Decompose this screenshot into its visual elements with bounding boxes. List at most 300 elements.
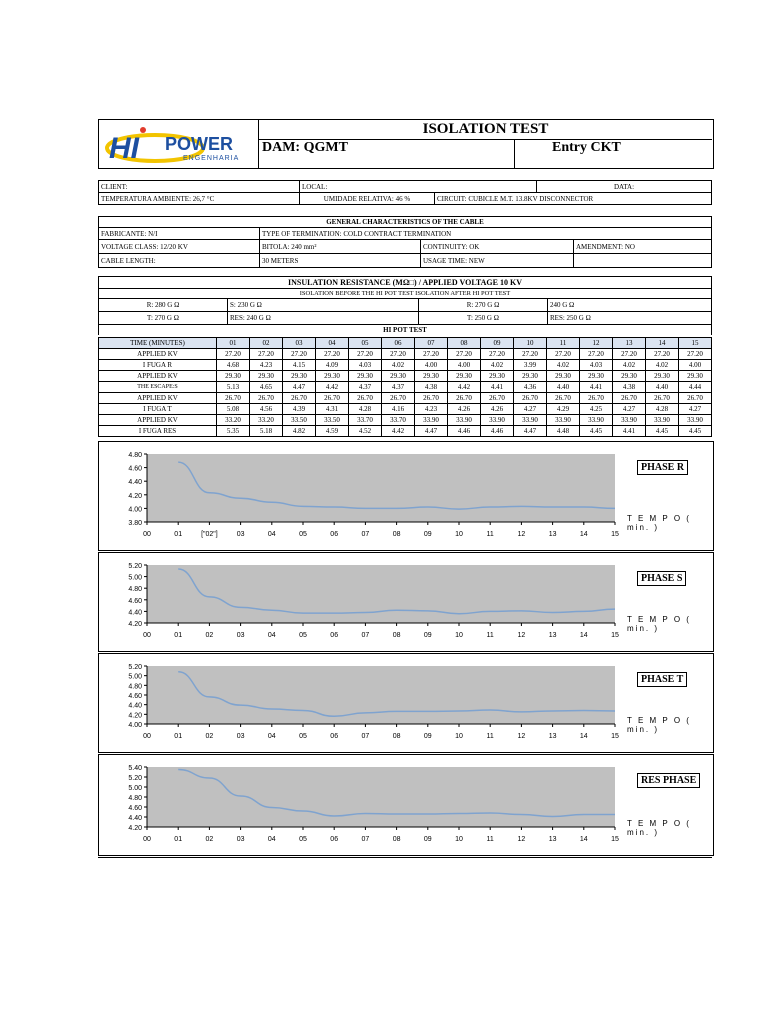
table-cell: 4.45 bbox=[646, 426, 679, 437]
table-cell: 27.20 bbox=[679, 349, 712, 360]
x-tick-label: 11 bbox=[486, 531, 494, 538]
x-tick-label: 13 bbox=[548, 836, 557, 843]
x-tick-label: 08 bbox=[392, 632, 401, 639]
table-cell: 4.31 bbox=[316, 404, 349, 415]
table-cell: 26.70 bbox=[283, 393, 316, 404]
minute-header: 03 bbox=[283, 338, 316, 349]
table-cell: 4.45 bbox=[580, 426, 613, 437]
table-cell: 33.90 bbox=[646, 415, 679, 426]
table-cell: 26.70 bbox=[349, 393, 382, 404]
y-tick-label: 4.80 bbox=[128, 795, 142, 802]
chart-panel bbox=[98, 441, 714, 551]
x-tick-label: 04 bbox=[267, 836, 276, 843]
y-tick-label: 4.00 bbox=[128, 722, 142, 729]
table-row bbox=[99, 349, 712, 360]
table-cell: 26.70 bbox=[514, 393, 547, 404]
x-tick-label: 10 bbox=[455, 836, 463, 843]
table-row bbox=[99, 382, 712, 393]
table-cell: 27.20 bbox=[415, 349, 448, 360]
x-tick-label: 13 bbox=[548, 733, 557, 740]
minute-header: 09 bbox=[481, 338, 514, 349]
x-tick-label: 15 bbox=[611, 632, 619, 639]
x-tick-label: 07 bbox=[361, 632, 370, 639]
table-cell: 4.41 bbox=[481, 382, 514, 393]
bottom-rule bbox=[98, 857, 712, 858]
x-tick-label: 12 bbox=[517, 733, 526, 740]
x-tick-label: 02 bbox=[205, 836, 214, 843]
table-cell: 4.45 bbox=[679, 426, 712, 437]
res-after-cell: RES: 250 G Ω bbox=[548, 312, 712, 325]
table-cell: 29.30 bbox=[580, 371, 613, 382]
table-cell: 4.44 bbox=[679, 382, 712, 393]
circuit-cell: CIRCUIT: CUBICLE M.T. 13.8KV DISCONNECTOR bbox=[435, 193, 712, 205]
amendment-cell: AMENDMENT: NO bbox=[574, 240, 712, 254]
table-cell: 4.00 bbox=[415, 360, 448, 371]
table-cell: 4.27 bbox=[514, 404, 547, 415]
x-axis-label: T E M P O ( min. ) bbox=[627, 819, 691, 837]
continuity-cell: CONTINUITY: OK bbox=[421, 240, 574, 254]
table-cell: 4.47 bbox=[283, 382, 316, 393]
table-cell: 33.90 bbox=[448, 415, 481, 426]
table-cell: 29.30 bbox=[448, 371, 481, 382]
table-cell: 4.27 bbox=[613, 404, 646, 415]
table-cell: 4.48 bbox=[547, 426, 580, 437]
y-tick-label: 5.00 bbox=[128, 673, 142, 681]
table-cell: 4.37 bbox=[349, 382, 382, 393]
table-cell: 5.13 bbox=[217, 382, 250, 393]
t-after-cell: T: 250 G Ω bbox=[419, 312, 548, 325]
cable-title: GENERAL CHARACTERISTICS OF THE CABLE bbox=[99, 217, 712, 228]
x-tick-label: 04 bbox=[267, 531, 276, 538]
x-tick-label: 00 bbox=[143, 836, 151, 843]
x-tick-label: 00 bbox=[143, 632, 151, 639]
y-tick-label: 5.00 bbox=[128, 574, 142, 582]
chart-panel bbox=[98, 754, 714, 856]
phase-label: PHASE T bbox=[637, 672, 687, 687]
chart-panel bbox=[98, 552, 714, 652]
table-cell: 26.70 bbox=[646, 393, 679, 404]
y-tick-label: 4.80 bbox=[128, 683, 142, 691]
x-tick-label: 06 bbox=[330, 733, 339, 740]
x-tick-label: 06 bbox=[330, 632, 339, 639]
row-label: APPLIED KV bbox=[99, 393, 217, 404]
minute-header: 11 bbox=[547, 338, 580, 349]
y-tick-label: 4.60 bbox=[128, 805, 142, 812]
logo-power: POWER bbox=[165, 134, 234, 154]
table-cell: 26.70 bbox=[547, 393, 580, 404]
x-tick-label: 05 bbox=[299, 632, 307, 639]
table-row bbox=[99, 371, 712, 382]
y-tick-label: 5.00 bbox=[128, 785, 142, 792]
table-cell: 27.20 bbox=[580, 349, 613, 360]
table-cell: 5.35 bbox=[217, 426, 250, 437]
table-cell: 27.20 bbox=[382, 349, 415, 360]
table-cell: 26.70 bbox=[415, 393, 448, 404]
minute-header: 15 bbox=[679, 338, 712, 349]
table-cell: 26.70 bbox=[679, 393, 712, 404]
line-chart bbox=[99, 553, 713, 651]
x-axis-label: T E M P O ( min. ) bbox=[627, 615, 691, 633]
table-cell: 33.90 bbox=[679, 415, 712, 426]
table-cell: 26.70 bbox=[217, 393, 250, 404]
x-tick-label: 09 bbox=[423, 836, 432, 843]
x-tick-label: 00 bbox=[143, 733, 151, 740]
x-tick-label: 01 bbox=[174, 632, 183, 639]
y-tick-label: 4.20 bbox=[128, 621, 142, 628]
table-cell: 27.20 bbox=[250, 349, 283, 360]
table-row bbox=[99, 404, 712, 415]
page-title: ISOLATION TEST bbox=[422, 121, 549, 137]
x-tick-label: 06 bbox=[330, 531, 339, 538]
table-cell: 4.03 bbox=[580, 360, 613, 371]
x-tick-label: 10 bbox=[455, 733, 463, 740]
x-axis-label: T E M P O ( min. ) bbox=[627, 514, 691, 532]
x-tick-label: 14 bbox=[579, 733, 588, 740]
x-tick-label: 05 bbox=[299, 733, 307, 740]
table-cell: 4.42 bbox=[316, 382, 349, 393]
minute-header: 04 bbox=[316, 338, 349, 349]
y-tick-label: 4.80 bbox=[128, 586, 142, 594]
row-label: APPLIED KV bbox=[99, 371, 217, 382]
table-cell: 27.20 bbox=[481, 349, 514, 360]
x-tick-label: 01 bbox=[174, 836, 183, 843]
plot-area bbox=[147, 666, 615, 724]
table-cell: 4.41 bbox=[580, 382, 613, 393]
chart-panel bbox=[98, 653, 714, 753]
table-cell: 27.20 bbox=[349, 349, 382, 360]
table-cell: 4.37 bbox=[382, 382, 415, 393]
table-cell: 27.20 bbox=[316, 349, 349, 360]
phase-label: PHASE S bbox=[637, 571, 686, 586]
hipot-table bbox=[98, 337, 712, 437]
table-cell: 4.16 bbox=[382, 404, 415, 415]
minute-header: 12 bbox=[580, 338, 613, 349]
y-tick-label: 4.00 bbox=[128, 506, 142, 514]
x-tick-label: 05 bbox=[299, 836, 307, 843]
data-label: DATA: bbox=[613, 182, 635, 191]
table-cell: 27.20 bbox=[283, 349, 316, 360]
table-cell: 29.30 bbox=[382, 371, 415, 382]
y-tick-label: 5.20 bbox=[128, 775, 142, 782]
table-row bbox=[99, 393, 712, 404]
r-before-cell: R: 280 G Ω bbox=[99, 299, 228, 312]
table-cell: 4.28 bbox=[646, 404, 679, 415]
voltage-class-cell: VOLTAGE CLASS: 12/20 KV bbox=[99, 240, 260, 254]
x-tick-label: 08 bbox=[392, 836, 401, 843]
x-tick-label: 01 bbox=[174, 733, 183, 740]
x-tick-label: 13 bbox=[548, 531, 557, 538]
table-cell: 4.38 bbox=[613, 382, 646, 393]
table-cell: 3.99 bbox=[514, 360, 547, 371]
minute-header: 13 bbox=[613, 338, 646, 349]
x-tick-label: 15 bbox=[611, 733, 619, 740]
hipot-title: HI POT TEST bbox=[99, 325, 712, 335]
table-cell: 29.30 bbox=[481, 371, 514, 382]
t-before-cell: T: 270 G Ω bbox=[99, 312, 228, 325]
temp-cell: TEMPERATURA AMBIENTE: 26,7 °C bbox=[99, 193, 300, 205]
fabricante-cell: FABRICANTE: N/I bbox=[99, 228, 260, 240]
table-cell: 4.40 bbox=[646, 382, 679, 393]
table-cell: 4.15 bbox=[283, 360, 316, 371]
y-tick-label: 3.80 bbox=[128, 520, 142, 527]
table-cell: 29.30 bbox=[415, 371, 448, 382]
insulation-subtitle: ISOLATION BEFORE THE HI POT TEST ISOLATION AFTER HI POT TEST bbox=[99, 289, 712, 299]
info-table bbox=[98, 180, 712, 205]
x-tick-label: 09 bbox=[423, 531, 432, 538]
x-tick-label: 11 bbox=[486, 632, 494, 639]
s-after-cell: 240 G Ω bbox=[548, 299, 712, 312]
minute-header: 02 bbox=[250, 338, 283, 349]
table-cell: 4.40 bbox=[547, 382, 580, 393]
table-cell: 33.90 bbox=[481, 415, 514, 426]
table-cell: 33.20 bbox=[217, 415, 250, 426]
x-tick-label: 07 bbox=[361, 733, 370, 740]
x-tick-label: 14 bbox=[579, 531, 588, 538]
table-cell: 4.26 bbox=[448, 404, 481, 415]
table-cell: 4.28 bbox=[349, 404, 382, 415]
y-tick-label: 4.20 bbox=[128, 492, 142, 500]
res-before-cell: RES: 240 G Ω bbox=[228, 312, 419, 325]
umidade-cell: UMIDADE RELATIVA: 46 % bbox=[300, 193, 435, 205]
x-axis-label: T E M P O ( min. ) bbox=[627, 716, 691, 734]
termination-cell: TYPE OF TERMINATION: COLD CONTRACT TERMINATION bbox=[260, 228, 712, 240]
x-tick-label: 08 bbox=[392, 733, 401, 740]
y-tick-label: 4.40 bbox=[128, 815, 142, 822]
bitola-cell: BITOLA: 240 mm² bbox=[260, 240, 421, 254]
y-tick-label: 4.40 bbox=[128, 702, 142, 710]
x-tick-label: 09 bbox=[423, 632, 432, 639]
minute-header: 08 bbox=[448, 338, 481, 349]
table-cell: 4.59 bbox=[316, 426, 349, 437]
table-cell: 29.30 bbox=[217, 371, 250, 382]
x-tick-label: 05 bbox=[299, 531, 307, 538]
plot-area bbox=[147, 565, 615, 623]
y-tick-label: 4.60 bbox=[128, 597, 142, 605]
table-cell: 4.02 bbox=[613, 360, 646, 371]
phase-label: RES PHASE bbox=[637, 773, 700, 788]
table-cell: 4.00 bbox=[448, 360, 481, 371]
r-after-cell: R: 270 G Ω bbox=[419, 299, 548, 312]
x-tick-label: 14 bbox=[579, 836, 588, 843]
phase-label: PHASE R bbox=[637, 460, 688, 475]
x-tick-label: 02 bbox=[205, 632, 214, 639]
line-chart bbox=[99, 442, 713, 550]
usage-cell: USAGE TIME: NEW bbox=[421, 254, 574, 268]
cable-table bbox=[98, 216, 712, 268]
table-cell: 26.70 bbox=[250, 393, 283, 404]
table-cell: 4.36 bbox=[514, 382, 547, 393]
x-tick-label: 08 bbox=[392, 531, 401, 538]
y-tick-label: 4.60 bbox=[128, 693, 142, 700]
x-tick-label: 11 bbox=[486, 836, 494, 843]
table-cell: 4.23 bbox=[250, 360, 283, 371]
table-cell: 4.02 bbox=[481, 360, 514, 371]
row-label: I FUGA RES bbox=[99, 426, 217, 437]
insulation-title: INSULATION RESISTANCE (MΩ□) / APPLIED VOLTAGE 10 KV bbox=[99, 277, 712, 289]
x-tick-label: 06 bbox=[330, 836, 339, 843]
minute-header: 07 bbox=[415, 338, 448, 349]
table-cell: 33.50 bbox=[283, 415, 316, 426]
table-cell: 27.20 bbox=[613, 349, 646, 360]
y-tick-label: 4.60 bbox=[128, 465, 142, 473]
table-cell: 5.18 bbox=[250, 426, 283, 437]
company-logo bbox=[103, 122, 253, 166]
data-cell bbox=[537, 181, 712, 193]
table-cell: 4.46 bbox=[481, 426, 514, 437]
table-cell: 33.50 bbox=[316, 415, 349, 426]
table-cell: 26.70 bbox=[481, 393, 514, 404]
x-tick-label: ["02"] bbox=[201, 531, 218, 538]
insulation-table bbox=[98, 276, 712, 335]
y-tick-label: 5.20 bbox=[128, 664, 142, 671]
table-cell: 4.26 bbox=[481, 404, 514, 415]
table-cell: 4.47 bbox=[514, 426, 547, 437]
table-cell: 4.23 bbox=[415, 404, 448, 415]
table-cell: 27.20 bbox=[646, 349, 679, 360]
table-row bbox=[99, 360, 712, 371]
table-cell: 27.20 bbox=[547, 349, 580, 360]
logo-sub: ENGENHARIA bbox=[183, 155, 240, 162]
x-tick-label: 10 bbox=[455, 531, 463, 538]
y-tick-label: 4.20 bbox=[128, 825, 142, 832]
s-before-cell: S: 230 G Ω bbox=[228, 299, 419, 312]
table-cell: 26.70 bbox=[448, 393, 481, 404]
table-cell: 26.70 bbox=[580, 393, 613, 404]
table-cell: 4.02 bbox=[646, 360, 679, 371]
y-tick-label: 5.40 bbox=[128, 765, 142, 772]
time-label-cell: TIME (MINUTES) bbox=[99, 338, 217, 349]
table-cell: 4.39 bbox=[283, 404, 316, 415]
empty-cell bbox=[574, 254, 712, 268]
table-cell: 4.02 bbox=[382, 360, 415, 371]
table-row bbox=[99, 415, 712, 426]
table-row bbox=[99, 426, 712, 437]
table-cell: 4.29 bbox=[547, 404, 580, 415]
table-cell: 4.38 bbox=[415, 382, 448, 393]
length-label-cell: CABLE LENGTH: bbox=[99, 254, 260, 268]
minute-header: 06 bbox=[382, 338, 415, 349]
x-tick-label: 12 bbox=[517, 632, 526, 639]
dam-divider bbox=[514, 139, 515, 168]
table-cell: 29.30 bbox=[514, 371, 547, 382]
dam-label: DAM: QGMT bbox=[262, 140, 348, 155]
client-cell: CLIENT: bbox=[99, 181, 300, 193]
minute-header: 01 bbox=[217, 338, 250, 349]
table-cell: 4.02 bbox=[547, 360, 580, 371]
y-tick-label: 4.40 bbox=[128, 609, 142, 617]
table-cell: 27.20 bbox=[514, 349, 547, 360]
plot-area bbox=[147, 454, 615, 522]
table-cell: 29.30 bbox=[349, 371, 382, 382]
x-tick-label: 12 bbox=[517, 836, 526, 843]
table-cell: 33.70 bbox=[349, 415, 382, 426]
table-cell: 33.90 bbox=[514, 415, 547, 426]
minute-header: 05 bbox=[349, 338, 382, 349]
table-cell: 4.65 bbox=[250, 382, 283, 393]
table-cell: 4.41 bbox=[613, 426, 646, 437]
table-cell: 29.30 bbox=[316, 371, 349, 382]
table-cell: 4.52 bbox=[349, 426, 382, 437]
table-cell: 29.30 bbox=[679, 371, 712, 382]
row-label: APPLIED KV bbox=[99, 415, 217, 426]
y-tick-label: 4.80 bbox=[128, 452, 142, 459]
x-tick-label: 03 bbox=[236, 531, 245, 538]
table-cell: 4.00 bbox=[679, 360, 712, 371]
table-cell: 33.90 bbox=[547, 415, 580, 426]
row-label: I FUGA T bbox=[99, 404, 217, 415]
local-cell: LOCAL: bbox=[300, 181, 537, 193]
x-tick-label: 09 bbox=[423, 733, 432, 740]
table-cell: 29.30 bbox=[250, 371, 283, 382]
x-tick-label: 03 bbox=[236, 836, 245, 843]
x-tick-label: 10 bbox=[455, 632, 463, 639]
x-tick-label: 03 bbox=[236, 733, 245, 740]
x-tick-label: 07 bbox=[361, 836, 370, 843]
table-cell: 4.46 bbox=[448, 426, 481, 437]
minute-header: 10 bbox=[514, 338, 547, 349]
table-cell: 4.47 bbox=[415, 426, 448, 437]
plot-area bbox=[147, 767, 615, 827]
x-tick-label: 03 bbox=[236, 632, 245, 639]
table-cell: 29.30 bbox=[547, 371, 580, 382]
table-cell: 27.20 bbox=[217, 349, 250, 360]
table-cell: 4.09 bbox=[316, 360, 349, 371]
table-cell: 27.20 bbox=[448, 349, 481, 360]
row-label: APPLIED KV bbox=[99, 349, 217, 360]
entry-label: Entry CKT bbox=[552, 140, 621, 155]
table-cell: 4.82 bbox=[283, 426, 316, 437]
x-tick-label: 14 bbox=[579, 632, 588, 639]
table-cell: 4.27 bbox=[679, 404, 712, 415]
table-cell: 33.90 bbox=[415, 415, 448, 426]
table-cell: 26.70 bbox=[382, 393, 415, 404]
y-tick-label: 4.20 bbox=[128, 712, 142, 720]
minute-header: 14 bbox=[646, 338, 679, 349]
table-cell: 5.08 bbox=[217, 404, 250, 415]
table-cell: 29.30 bbox=[283, 371, 316, 382]
table-cell: 4.56 bbox=[250, 404, 283, 415]
table-cell: 29.30 bbox=[646, 371, 679, 382]
table-cell: 26.70 bbox=[316, 393, 349, 404]
length-value-cell: 30 METERS bbox=[260, 254, 421, 268]
table-cell: 26.70 bbox=[613, 393, 646, 404]
x-tick-label: 07 bbox=[361, 531, 370, 538]
table-cell: 33.70 bbox=[382, 415, 415, 426]
table-cell: 33.90 bbox=[613, 415, 646, 426]
x-tick-label: 15 bbox=[611, 531, 619, 538]
row-label: THE ESCAPE:S bbox=[99, 382, 217, 393]
x-tick-label: 00 bbox=[143, 531, 151, 538]
line-chart bbox=[99, 654, 713, 752]
y-tick-label: 4.40 bbox=[128, 479, 142, 487]
table-cell: 33.20 bbox=[250, 415, 283, 426]
x-tick-label: 12 bbox=[517, 531, 526, 538]
table-cell: 4.68 bbox=[217, 360, 250, 371]
logo-hi: HI bbox=[109, 132, 139, 165]
line-chart bbox=[99, 755, 713, 855]
table-cell: 4.42 bbox=[382, 426, 415, 437]
x-tick-label: 04 bbox=[267, 632, 276, 639]
x-tick-label: 13 bbox=[548, 632, 557, 639]
x-tick-label: 15 bbox=[611, 836, 619, 843]
table-cell: 33.90 bbox=[580, 415, 613, 426]
x-tick-label: 04 bbox=[267, 733, 276, 740]
table-cell: 4.25 bbox=[580, 404, 613, 415]
x-tick-label: 02 bbox=[205, 733, 214, 740]
row-label: I FUGA R bbox=[99, 360, 217, 371]
y-tick-label: 5.20 bbox=[128, 563, 142, 570]
table-cell: 4.42 bbox=[448, 382, 481, 393]
